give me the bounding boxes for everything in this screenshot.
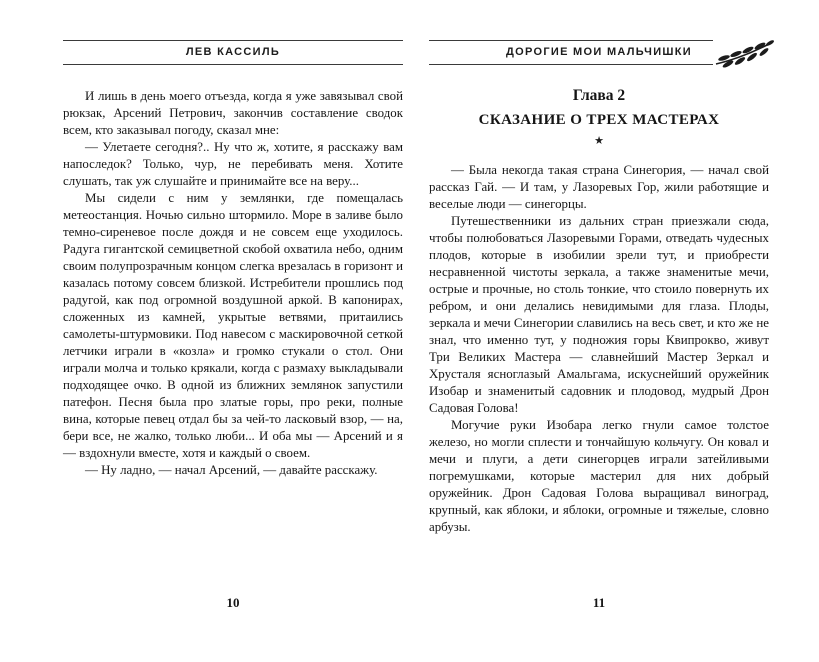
paragraph: Могучие руки Изобара легко гнули самое толстое железо, но могли сплести и тончайшую кольчугу. Он ковал и мечи и плуги, а дети синегорцев играли затейливыми погремушками, которые мастерил для них добрый оружейник. Дрон Садовая Голова выращивал виноград, крупный, как яблоки, и яблоки, огромные и тяжелые, словно арбузы. [429,418,769,534]
right-page [429,40,769,630]
paragraph: — Улетаете сегодня?.. Ну что ж, хотите, я расскажу вам напоследок? Только, чур, не перебивать меня. Хотите слушать, так уж слушайте и принимайте все на веру... [63,140,403,188]
chapter-heading [429,87,769,147]
paragraph: И лишь в день моего отъезда, когда я уже завязывал свой рюкзак, Арсений Петрович, закончив составление сводок всем, кто заказывал погоду, сказал мне: [63,89,403,137]
paragraph: Путешественники из дальних стран приезжали сюда, чтобы полюбоваться Лазоревыми Горами, отведать чудесных плодов, которые в изобилии зрели тут, и приобрести несравненной чистоты зеркала, а также знаменитые мечи, острые и прочные, но столь тонкие, что стоило повернуть их ребром, и они делались невидимыми для глаза. Плоды, зеркала и мечи Синегории славились на весь свет, и кто же не знал, что именно тут, у подножия горы Квипрокво, живут Три Великих Мастера — славнейший Мастер Зеркал и Хрусталя ясноглазый Амальгама, искуснейший оружейник Изобар и знаменитый садовник и плодовод, мудрый Дрон Садовая Голова! [429,214,769,415]
paragraph: — Была некогда такая страна Синегория, — начал свой рассказ Гай. — И там, у Лазоревых Гор, жили работящие и веселые люди — синегорцы. [429,163,769,211]
laurel-branch-icon [713,32,775,74]
paragraph: Мы сидели с ним у землянки, где помещалась метеостанция. Ночью сильно штормило. Море в заливе было темно-сиреневое после дождя и не совсем еще уходилось. Радуга гигантской семицветной скобой охватила небо, одним своим полупрозрачным концом слегка врезалась в горизонт и казалась потому совсем близкой. Истребители прошлись под радугой, как под огромной воздушной аркой. В капонирах, сложенных из камней, укрытые ветвями, притаились самолеты-штурмовики. Под навесом с маскировочной сеткой летчики играли в «козла» и громко стукали о стол. Они играли молча и только крякали, когда с размаху выкладывали подходящее очко. В одной из ближних землянок запустили патефон. Песня была про златые горы, про реки, полные вина, которые певец отдал бы за чей-то ласковый взор, — на, бери все, не жалко, только люби... И оба мы — Арсений и я — вздохнули вместе, хотя и каждый о своем. [63,191,403,460]
running-header-text: ЛЕВ КАССИЛЬ [185,46,281,58]
running-header-title [429,40,769,65]
left-page [63,40,403,630]
page-body [429,162,769,536]
page-number: 10 [226,595,240,610]
chapter-title: СКАЗАНИЕ О ТРЕХ МАСТЕРАХ [478,112,720,128]
page-body [63,88,403,479]
running-header-author [63,40,403,65]
paragraph: — Ну ладно, — начал Арсений, — давайте расскажу. [85,463,378,477]
page-number: 11 [592,595,606,610]
chapter-ornament-star: ★ [594,135,604,147]
running-header-text: ДОРОГИЕ МОИ МАЛЬЧИШКИ [505,46,692,58]
chapter-label: Глава 2 [572,87,626,104]
